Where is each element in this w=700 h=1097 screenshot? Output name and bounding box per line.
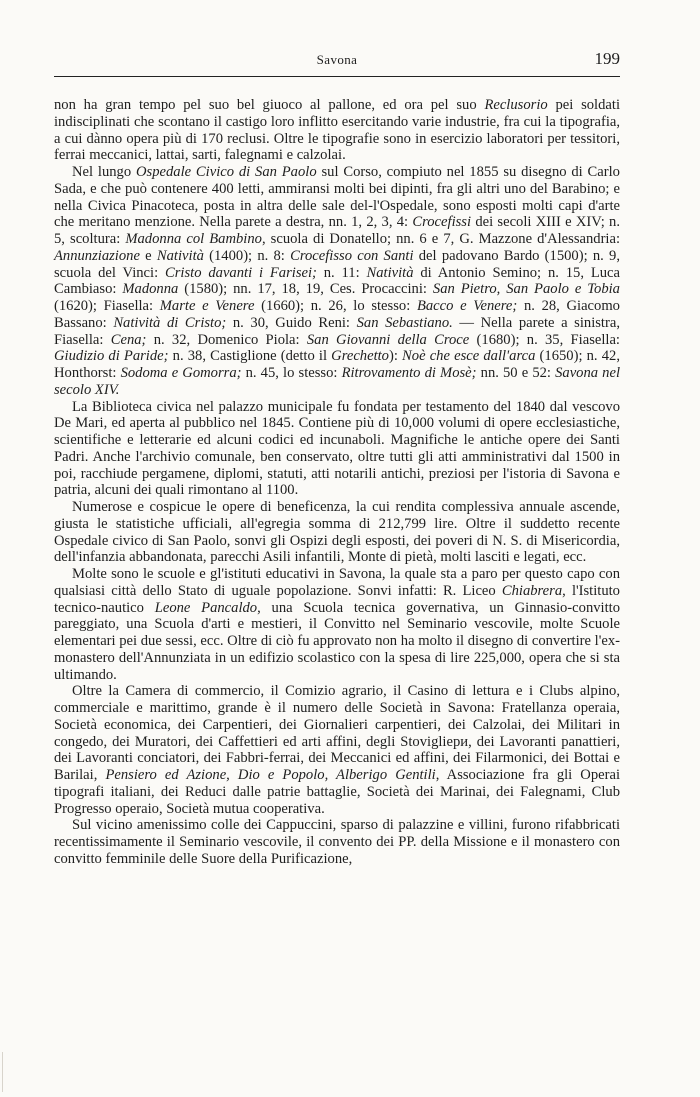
text-run: La Biblioteca civica nel palazzo municipale fu fondata per testamento del 1840 dal vescovo De Mari, ed aperta al pubblico nel 1845. Contiene più di 10,000 volumi di opere ecclesiastiche, scientifiche e letterarie ed alcuni codici ed incunaboli. Magnifiche le antiche opere dei Santi Padri. Anche l'archivio comunale, ben conservato, oltre tutti gli atti amministrativi dal 1500 in poi, racchiude pergamene, diplomi, statuti, atti notarili antichi, preziosi per l'istoria di Savona e patria, alcuni dei quali rimontano al 1100. [54, 398, 620, 499]
italic-text: Cena; [110, 331, 147, 348]
text-run: , Associazione fra gli Operai tipografi italiani, dei Reduci dalle patrie battaglie, Società dei Marinai, dei Falegnami, Club Progresso operaio, Società mutua cooperativa. [54, 767, 621, 817]
text-run: , una Scuola tecnica governativa, un Ginnasio-convitto pareggiato, una Scuola d'arti e mestieri, il Convitto nel Seminario vescovile, molte Scuole elementari pei due sessi, ecc. Oltre di ciò fu approvato non ha molto il disegno di convertire l'ex-monastero dell'Annunziata in un edifizio scolastico con la spesa di lire 225,000, opera che si sta ultimando. [54, 599, 620, 683]
text-run: e [139, 247, 157, 264]
italic-text: San Giovanni della Croce [306, 331, 470, 348]
text-run: Numerose e cospicue le opere di beneficenza, la cui rendita complessiva annuale ascende, giusta le statistiche ufficiali, all'egregia somma di 212,799 lire. Oltre il suddetto recente Ospedale civico di San Paolo, sonvi gli Ospizi degli esposti, dei poveri di N. S. di Misericordia, dell'infanzia abbandonata, parecchi Asili infantili, Monte di pietà, molti lasciti e legati, ecc. [54, 499, 620, 566]
italic-text: Natività di Cristo; [113, 314, 227, 331]
text-run: Oltre la Camera di commercio, il Comizio agrario, il Casino di lettura e i Clubs alpino, commerciale e marittimo, grande è il numero delle Società in Savona: Fratellanza operaia, Società economica, dei Carpentieri, dei Giornalieri carpentieri, dei Calzolai, dei Militari in congedo, dei Muratori, dei Caffettieri ed arti affini, degli Stovigliери, dei Lavoranti panattieri, dei Lavoranti conciatori, dei Fabbri-ferrai, dei Meccanici ed affini, dei Filarmonici, dei Bottai e Barilai, [54, 683, 620, 783]
italic-text: Annunziazione [54, 247, 140, 264]
italic-text: Ritrovamento di Mosè; [341, 365, 477, 381]
text-run: ): [388, 348, 403, 365]
paragraph [54, 817, 620, 867]
text-run: n. 32, Domenico Piola: [146, 331, 307, 348]
text-run: (1680); n. 35, Fiasella: [469, 331, 620, 348]
italic-text: Ospedale Civico di San Paolo [135, 164, 317, 180]
italic-text: Savona nel secolo XIV. [54, 365, 621, 398]
text-run: non ha gran tempo pel suo bel giuoco al pallone, ed ora pel suo [54, 97, 485, 113]
text-run: n. 38, Castiglione (detto il [168, 348, 332, 365]
italic-text: Madonna [122, 281, 179, 298]
text-run: n. 28, Giacomo Bassano: [54, 298, 620, 331]
italic-text: Crocefissi [412, 214, 472, 231]
italic-text: San Sebastiano. [356, 314, 453, 331]
italic-text: Leone Pancaldo [154, 599, 258, 616]
text-run: (1620); Fiasella: [54, 298, 160, 314]
paragraph [54, 566, 620, 683]
page-header [54, 44, 620, 74]
italic-text: Marte e Venere [159, 298, 255, 314]
text-run: n. 45, lo stesso: [241, 365, 342, 381]
italic-text: San Pietro, San Paolo e Tobia [432, 281, 620, 298]
text-run: dei secoli XIII e XIV; n. 5, scoltura: [54, 214, 620, 247]
paragraph [54, 97, 620, 164]
italic-text: Grechetto [331, 348, 389, 365]
body-text [54, 97, 620, 868]
italic-text: Reclusorio [484, 97, 548, 113]
text-run: sul Corso, compiuto nel 1855 su disegno di Carlo Sada, e che può contenere 400 letti, ammiransi molti bei dipinti, fra gli altri uno del Barabino; e nella Civica Pinacoteca, posta in altra delle sale del-l'Ospedale, sono esposti molti capi d'arte che meritano menzione. Nella parete a destra, nn. 1, 2, 3, 4: [54, 164, 620, 231]
text-run: (1650); n. 42, Honthorst: [54, 348, 620, 381]
italic-text: Noè che esce dall'arca [402, 348, 536, 365]
paragraph [54, 683, 620, 817]
page-number: 199 [594, 49, 620, 68]
scan-margin-mark [2, 1052, 3, 1092]
paragraph [54, 499, 620, 566]
running-title: Savona [316, 52, 358, 67]
text-run: del padovano Bardo (1500); n. 9, scuola del Vinci: [54, 247, 620, 281]
header-rule [54, 76, 620, 77]
italic-text: Cristo davanti i Farisei; [165, 264, 317, 281]
italic-text: Crocefisso con Santi [290, 247, 414, 264]
text-run: n. 11: [316, 264, 367, 281]
text-run: n. 30, Guido Reni: [226, 314, 357, 331]
paragraph [54, 399, 620, 500]
italic-text: Pensiero ed Azione, Dio e Popolo, Alberigo Gentili [105, 767, 436, 783]
italic-text: Natività [366, 264, 414, 281]
text-run: Molte sono le scuole e gl'istituti educativi in Savona, la quale sta a paro per questo capo con qualsiasi città dello Stato di uguale popolazione. Sonvi infatti: R. Liceo [54, 566, 620, 599]
italic-text: Chiabrera [501, 582, 563, 599]
text-run: — Nella parete a sinistra, Fiasella: [54, 314, 620, 348]
italic-text: Bacco e Venere; [416, 298, 518, 314]
text-run: Nel lungo [72, 164, 136, 180]
italic-text: Giudizio di Paride; [54, 348, 169, 365]
text-run: (1580); nn. 17, 18, 19, Ces. Procaccini: [178, 281, 433, 298]
italic-text: Madonna col Bambino [125, 231, 262, 247]
text-run: (1660); n. 26, lo stesso: [254, 298, 417, 314]
text-run: pei soldati indisciplinati che scontano il castigo loro inflitto esercitando varie industrie, fra cui la tipografia, a cui dànno opera più di 170 reclusi. Oltre le tipografie sono in esercizio laboratori per tessitori, ferrai meccanici, lattai, sarti, falegnami e calzolai. [54, 97, 620, 164]
italic-text: Natività [156, 247, 204, 264]
text-run: nn. 50 e 52: [476, 365, 556, 381]
text-run: di Antonio Semino; n. 15, Luca Cambiaso: [54, 264, 620, 298]
text-run: Sul vicino amenissimo colle dei Cappuccini, sparso di palazzine e villini, furono rifabbricati recentissimamente il Seminario vescovile, il convento dei PP. della Missione e il monastero con convitto femminile delle Suore della Purificazione, [54, 817, 620, 867]
paragraph [54, 164, 620, 399]
text-run: , l'Istituto tecnico-nautico [54, 582, 620, 616]
text-run: (1400); n. 8: [203, 247, 291, 264]
text-run: , scuola di Donatello; nn. 6 e 7, G. Mazzone d'Alessandria: [261, 231, 621, 247]
italic-text: Sodoma e Gomorra; [120, 365, 242, 381]
